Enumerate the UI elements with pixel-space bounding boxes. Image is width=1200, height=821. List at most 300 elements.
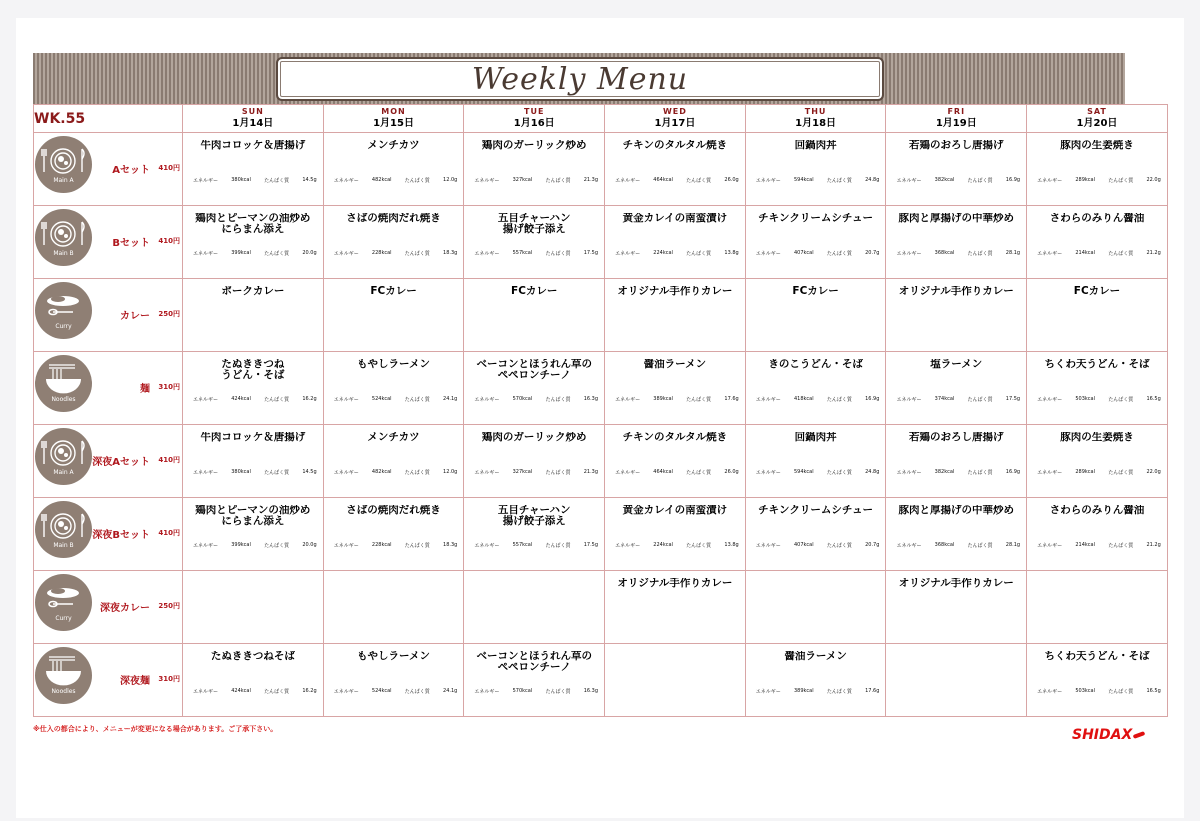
menu-cell (745, 279, 886, 352)
protein-label: たんぱく質 (826, 397, 852, 403)
page-title: Weekly Menu (471, 61, 689, 97)
nutrition-info (474, 542, 598, 549)
dish-name (605, 140, 745, 151)
menu-row (34, 498, 1168, 571)
menu-cell (1027, 425, 1168, 498)
protein-value: 16.5g (1146, 396, 1161, 402)
row-name: Aセット (112, 165, 150, 176)
menu-cell (745, 206, 886, 279)
nutrition-info (334, 177, 458, 184)
energy-label: エネルギー (615, 470, 641, 476)
dish-name (746, 213, 886, 224)
row-price: 410円 (158, 237, 180, 245)
day-header (1027, 105, 1168, 133)
protein-value: 16.9g (1005, 177, 1021, 183)
protein-value: 24.1g (443, 688, 458, 694)
energy-value: 503kcal (1075, 688, 1096, 694)
protein-label: たんぱく質 (1108, 689, 1134, 695)
energy-label: エネルギー (474, 251, 500, 257)
day-date: 1月16日 (513, 118, 555, 129)
protein-label: たんぱく質 (967, 397, 993, 403)
row-label-cell (34, 644, 183, 717)
nutrition-info (615, 250, 739, 257)
dish-line: オリジナル手作りカレー (617, 286, 733, 297)
dish-name (746, 359, 886, 370)
energy-label: エネルギー (1037, 397, 1063, 403)
protein-label: たんぱく質 (404, 470, 430, 476)
dish-name (183, 213, 323, 235)
menu-cell (605, 571, 746, 644)
nutrition-info (474, 177, 598, 184)
dish-name (886, 578, 1026, 589)
menu-cell (886, 279, 1027, 352)
menu-cell (183, 279, 324, 352)
protein-label: たんぱく質 (686, 397, 712, 403)
dish-line: チキンのタルタル焼き (622, 140, 728, 151)
protein-value: 21.3g (583, 177, 599, 183)
dish-name (746, 505, 886, 516)
protein-value: 16.9g (865, 396, 880, 402)
nutrition-info (1037, 250, 1161, 257)
dish-line: チキンクリームシチュー (758, 505, 874, 516)
menu-cell (745, 498, 886, 571)
protein-value: 24.8g (865, 177, 880, 183)
protein-value: 21.2g (1146, 542, 1161, 548)
nutrition-info (615, 396, 739, 403)
day-name: SUN (241, 107, 264, 116)
energy-label: エネルギー (896, 397, 922, 403)
energy-label: エネルギー (1037, 178, 1063, 184)
menu-cell (323, 425, 464, 498)
dish-name (1027, 359, 1167, 370)
menu-cell (323, 571, 464, 644)
energy-label: エネルギー (615, 251, 641, 257)
dish-name (1027, 213, 1167, 224)
protein-value: 21.3g (583, 469, 599, 475)
menu-cell (886, 206, 1027, 279)
row-name: 深夜カレー (100, 603, 150, 614)
protein-label: たんぱく質 (404, 543, 430, 549)
icon-caption: Curry (55, 323, 72, 330)
energy-label: エネルギー (474, 397, 500, 403)
menu-cell (605, 352, 746, 425)
energy-value: 368kcal (934, 250, 955, 256)
dish-line-2: ペペロンチーノ (497, 369, 571, 381)
dish-line: FCカレー (792, 286, 839, 297)
dish-line: さわらのみりん醤油 (1049, 213, 1145, 224)
protein-value: 16.2g (302, 396, 317, 402)
menu-cell (886, 644, 1027, 717)
dish-line: ベーコンとほうれん草の (476, 651, 592, 662)
energy-label: エネルギー (333, 543, 359, 549)
menu-cell (605, 279, 746, 352)
menu-cell (745, 352, 886, 425)
dish-name (605, 359, 745, 370)
dish-line-2: にらまん添え (221, 515, 285, 527)
dish-line: FCカレー (511, 286, 558, 297)
dish-name (746, 651, 886, 662)
row-name: 深夜Bセット (92, 530, 150, 541)
energy-label: エネルギー (333, 689, 359, 695)
dish-name (464, 286, 604, 297)
dish-line: 黄金カレイの南蛮漬け (622, 505, 728, 516)
dish-line: チキンクリームシチュー (758, 213, 874, 224)
dish-name (324, 213, 464, 224)
energy-label: エネルギー (896, 251, 922, 257)
menu-cell (183, 498, 324, 571)
protein-value: 16.3g (583, 396, 599, 402)
protein-value: 16.2g (302, 688, 317, 694)
menu-cell (183, 571, 324, 644)
row-price: 310円 (158, 675, 180, 683)
icon-caption: Curry (55, 615, 72, 622)
nutrition-info (756, 469, 880, 476)
dish-name (324, 359, 464, 370)
dish-line: 醤油ラーメン (643, 359, 707, 370)
row-name: 麺 (140, 384, 150, 395)
main-dish-icon (35, 209, 92, 266)
dish-name (183, 505, 323, 527)
dish-line: 豚肉と厚揚げの中華炒め (898, 213, 1015, 224)
energy-value: 224kcal (653, 542, 673, 548)
protein-label: たんぱく質 (967, 470, 993, 476)
dish-name (605, 505, 745, 516)
energy-label: エネルギー (193, 397, 219, 403)
protein-label: たんぱく質 (264, 397, 290, 403)
nutrition-info (615, 177, 739, 184)
dish-line: さばの焼肉だれ焼き (346, 505, 441, 516)
energy-value: 214kcal (1075, 542, 1096, 548)
menu-cell (323, 352, 464, 425)
energy-label: エネルギー (1037, 689, 1063, 695)
noodles-dish-icon (35, 647, 92, 704)
menu-cell (464, 425, 605, 498)
nutrition-info (756, 177, 880, 184)
menu-cell (605, 498, 746, 571)
menu-cell (886, 425, 1027, 498)
nutrition-info (193, 396, 317, 403)
dish-name (1027, 432, 1167, 443)
menu-row (34, 571, 1168, 644)
menu-cell (605, 133, 746, 206)
energy-value: 224kcal (653, 250, 673, 256)
protein-label: たんぱく質 (967, 178, 993, 184)
menu-cell (183, 352, 324, 425)
energy-label: エネルギー (615, 397, 641, 403)
menu-row (34, 644, 1168, 717)
menu-cell (1027, 498, 1168, 571)
menu-cell (1027, 352, 1168, 425)
energy-label: エネルギー (193, 543, 219, 549)
dish-line: 牛肉コロッケ＆唐揚げ (200, 140, 306, 151)
day-header (323, 105, 464, 133)
menu-cell (464, 571, 605, 644)
protein-label: たんぱく質 (545, 543, 571, 549)
energy-label: エネルギー (1037, 470, 1063, 476)
dish-name (183, 651, 323, 662)
protein-label: たんぱく質 (545, 397, 571, 403)
dish-line-2: 揚げ餃子添え (502, 515, 566, 527)
energy-value: 524kcal (371, 396, 392, 402)
energy-label: エネルギー (474, 543, 500, 549)
nutrition-info (756, 396, 880, 403)
day-name: MON (381, 107, 406, 116)
dish-line: オリジナル手作りカレー (898, 578, 1014, 589)
dish-name (886, 140, 1026, 151)
shidax-logo (1072, 727, 1145, 743)
dish-name (605, 432, 745, 443)
nutrition-info (1037, 688, 1161, 695)
day-date: 1月15日 (373, 118, 414, 129)
energy-label: エネルギー (474, 689, 500, 695)
dish-name (605, 213, 745, 224)
energy-value: 389kcal (653, 396, 673, 402)
nutrition-info (896, 542, 1020, 549)
menu-cell (1027, 644, 1168, 717)
main-dish-icon (35, 136, 92, 193)
menu-row (34, 206, 1168, 279)
energy-label: エネルギー (193, 251, 219, 257)
nutrition-info (193, 542, 317, 549)
protein-label: たんぱく質 (545, 178, 571, 184)
energy-value: 399kcal (231, 250, 251, 256)
protein-value: 24.1g (443, 396, 458, 402)
dish-line: ちくわ天うどん・そば (1044, 651, 1150, 662)
menu-cell (886, 133, 1027, 206)
dish-line: 若鶏のおろし唐揚げ (909, 140, 1004, 151)
dish-line: きのこうどん・そば (768, 359, 863, 370)
energy-value: 570kcal (512, 688, 533, 694)
menu-cell (323, 498, 464, 571)
week-label: WK.55 (34, 105, 183, 133)
protein-label: たんぱく質 (404, 178, 430, 184)
day-header (183, 105, 324, 133)
protein-value: 17.5g (1005, 396, 1021, 402)
menu-cell (464, 352, 605, 425)
dish-line: たぬききつね (221, 359, 285, 370)
nutrition-info (756, 688, 880, 695)
protein-value: 26.0g (724, 469, 739, 475)
menu-cell (183, 206, 324, 279)
day-date: 1月20日 (1076, 118, 1118, 129)
logo-text: SHIDAX (1072, 727, 1133, 743)
dish-line: 回鍋肉丼 (794, 432, 837, 443)
protein-label: たんぱく質 (826, 251, 852, 257)
energy-value: 424kcal (231, 396, 251, 402)
row-price: 250円 (158, 310, 180, 318)
dish-line: 五目チャーハン (497, 213, 571, 224)
dish-line: 塩ラーメン (930, 359, 983, 370)
energy-label: エネルギー (896, 470, 922, 476)
main-dish-icon (35, 428, 92, 485)
footnote: ※仕入の都合により、メニューが変更になる場合があります。ご了承下さい。 (33, 725, 278, 733)
day-header (464, 105, 605, 133)
menu-table (33, 104, 1168, 717)
protein-value: 12.0g (443, 177, 458, 183)
energy-value: 424kcal (231, 688, 251, 694)
protein-label: たんぱく質 (967, 251, 993, 257)
icon-caption: Noodles (51, 396, 76, 403)
energy-value: 503kcal (1075, 396, 1096, 402)
menu-cell (886, 571, 1027, 644)
protein-label: たんぱく質 (967, 543, 993, 549)
nutrition-info (334, 688, 458, 695)
energy-value: 482kcal (371, 177, 392, 183)
menu-cell (886, 352, 1027, 425)
nutrition-info (193, 250, 317, 257)
dish-line: 豚肉の生姜焼き (1060, 140, 1134, 151)
protein-value: 20.7g (865, 250, 880, 256)
menu-cell (605, 644, 746, 717)
icon-caption: Main A (53, 177, 74, 184)
dish-line-2: うどん・そば (221, 369, 285, 381)
protein-value: 16.9g (1005, 469, 1021, 475)
protein-value: 20.7g (865, 542, 880, 548)
menu-cell (323, 644, 464, 717)
energy-label: エネルギー (1037, 251, 1063, 257)
row-price: 250円 (158, 602, 180, 610)
protein-value: 26.0g (724, 177, 739, 183)
energy-value: 228kcal (371, 250, 392, 256)
energy-value: 407kcal (793, 542, 814, 548)
dish-line: 豚肉の生姜焼き (1060, 432, 1134, 443)
dish-name (1027, 651, 1167, 662)
dish-line: 回鍋肉丼 (794, 140, 837, 151)
icon-caption: Main B (53, 250, 74, 257)
energy-value: 380kcal (231, 177, 251, 183)
protein-label: たんぱく質 (264, 689, 290, 695)
protein-value: 18.3g (443, 250, 458, 256)
protein-label: たんぱく質 (264, 178, 290, 184)
protein-label: たんぱく質 (264, 470, 290, 476)
menu-cell (745, 644, 886, 717)
energy-label: エネルギー (896, 178, 922, 184)
dish-line-2: 揚げ餃子添え (502, 223, 566, 235)
protein-label: たんぱく質 (404, 251, 430, 257)
row-label-cell (34, 425, 183, 498)
logo-swoosh-icon (1133, 731, 1146, 739)
dish-line: チキンのタルタル焼き (622, 432, 728, 443)
protein-value: 20.0g (302, 542, 317, 548)
row-label-cell (34, 206, 183, 279)
energy-label: エネルギー (333, 251, 359, 257)
dish-line-2: ペペロンチーノ (497, 661, 571, 673)
protein-label: たんぱく質 (404, 397, 430, 403)
energy-value: 482kcal (371, 469, 392, 475)
menu-cell (1027, 133, 1168, 206)
menu-cell (464, 644, 605, 717)
energy-value: 289kcal (1075, 177, 1096, 183)
protein-value: 17.5g (583, 542, 599, 548)
protein-label: たんぱく質 (1108, 543, 1134, 549)
menu-cell (464, 498, 605, 571)
nutrition-info (615, 542, 739, 549)
energy-label: エネルギー (755, 543, 781, 549)
dish-name (183, 140, 323, 151)
noodles-dish-icon (35, 355, 92, 412)
energy-value: 380kcal (231, 469, 251, 475)
nutrition-info (1037, 177, 1161, 184)
dish-line: 五目チャーハン (497, 505, 571, 516)
energy-value: 214kcal (1075, 250, 1096, 256)
nutrition-info (896, 469, 1020, 476)
row-price: 410円 (158, 529, 180, 537)
nutrition-info (474, 469, 598, 476)
energy-label: エネルギー (333, 178, 359, 184)
dish-line: FCカレー (1073, 286, 1121, 297)
dish-name (746, 140, 886, 151)
icon-caption: Main B (53, 542, 74, 549)
energy-value: 464kcal (653, 469, 673, 475)
energy-label: エネルギー (896, 543, 922, 549)
dish-name (324, 432, 464, 443)
energy-label: エネルギー (755, 178, 781, 184)
menu-row (34, 279, 1168, 352)
day-header (605, 105, 746, 133)
protein-label: たんぱく質 (545, 470, 571, 476)
dish-line: 鶏肉のガーリック炒め (481, 140, 587, 151)
dish-line: FCカレー (370, 286, 417, 297)
menu-cell (745, 571, 886, 644)
dish-line: 鶏肉とピーマンの油炒め (195, 213, 311, 224)
protein-value: 17.5g (583, 250, 599, 256)
row-label-cell (34, 133, 183, 206)
protein-value: 22.0g (1146, 469, 1161, 475)
dish-name (464, 140, 604, 151)
nutrition-info (474, 688, 598, 695)
protein-value: 20.0g (302, 250, 317, 256)
nutrition-info (1037, 396, 1161, 403)
protein-value: 13.8g (724, 250, 739, 256)
protein-label: たんぱく質 (264, 543, 290, 549)
nutrition-info (334, 396, 458, 403)
nutrition-info (896, 396, 1020, 403)
dish-line: メンチカツ (367, 140, 420, 151)
energy-label: エネルギー (193, 178, 219, 184)
icon-caption: Main A (53, 469, 74, 476)
protein-label: たんぱく質 (545, 689, 571, 695)
dish-name (464, 505, 604, 527)
dish-name (324, 286, 464, 297)
menu-row (34, 133, 1168, 206)
energy-value: 327kcal (512, 469, 533, 475)
dish-line: 若鶏のおろし唐揚げ (909, 432, 1004, 443)
menu-cell (745, 425, 886, 498)
protein-label: たんぱく質 (1108, 397, 1134, 403)
header-row (34, 105, 1168, 133)
protein-value: 16.3g (583, 688, 599, 694)
menu-cell (464, 133, 605, 206)
dish-name (746, 286, 886, 297)
day-date: 1月17日 (654, 118, 696, 129)
energy-value: 382kcal (934, 469, 955, 475)
nutrition-info (334, 542, 458, 549)
day-name: SAT (1087, 107, 1107, 116)
energy-value: 228kcal (371, 542, 392, 548)
energy-label: エネルギー (615, 543, 641, 549)
energy-value: 327kcal (512, 177, 533, 183)
dish-line: もやしラーメン (357, 359, 431, 370)
dish-name (605, 578, 745, 589)
nutrition-info (896, 250, 1020, 257)
day-date: 1月18日 (795, 118, 837, 129)
dish-name (324, 505, 464, 516)
energy-value: 382kcal (934, 177, 955, 183)
day-header (745, 105, 886, 133)
nutrition-info (193, 688, 317, 695)
energy-label: エネルギー (755, 689, 781, 695)
menu-cell (1027, 279, 1168, 352)
